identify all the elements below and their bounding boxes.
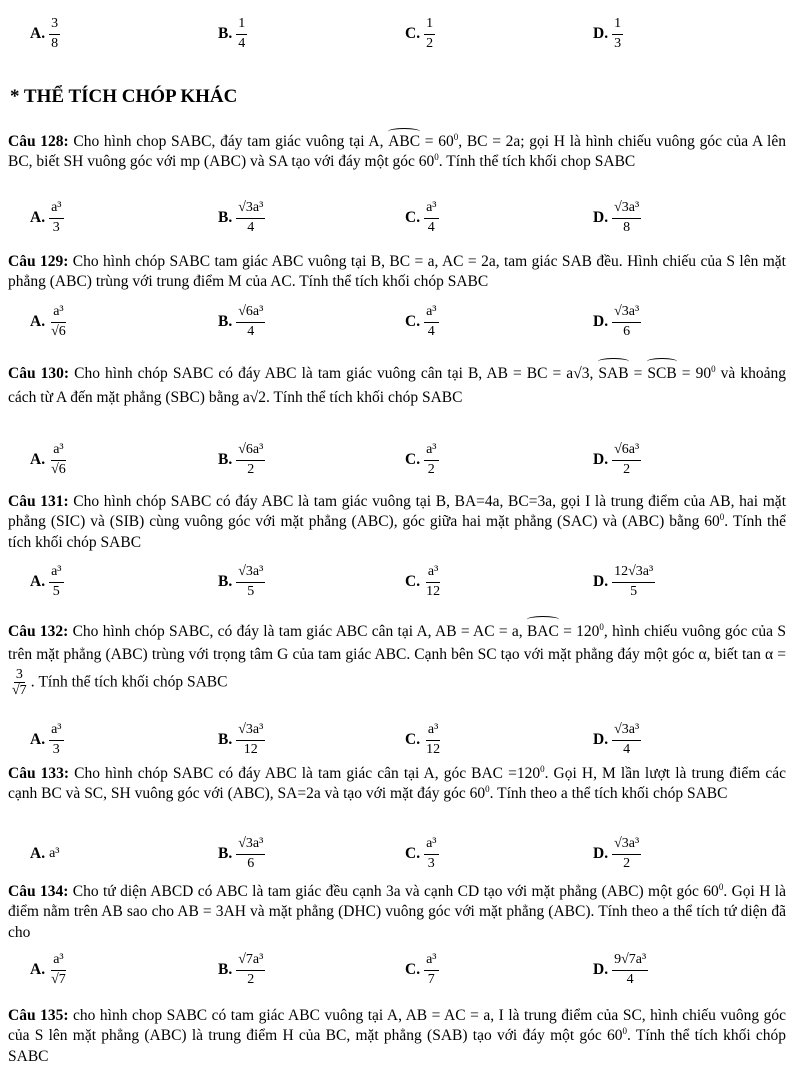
fraction <box>612 16 623 51</box>
question-text: . Tính thể tích khối chóp SABC <box>8 513 786 551</box>
numerator: √6a³ <box>236 442 265 460</box>
fraction <box>236 564 265 599</box>
numerator: a³ <box>424 836 438 854</box>
answer-a[interactable] <box>30 440 68 480</box>
denominator: 7 <box>427 971 435 987</box>
question-number: Câu 133: <box>8 765 70 782</box>
answer-d[interactable] <box>593 950 648 990</box>
question-129 <box>8 252 786 293</box>
denominator: 6 <box>247 855 255 871</box>
answer-value: a³ <box>49 845 60 861</box>
answer-label: D. <box>593 24 609 42</box>
answer-d[interactable] <box>593 14 623 54</box>
fraction <box>236 836 265 871</box>
answer-label: B. <box>218 844 233 862</box>
numerator: 12√3a³ <box>612 564 655 582</box>
question-130 <box>8 360 786 410</box>
degree-sup: 0 <box>719 512 725 523</box>
answer-label: B. <box>218 730 233 748</box>
question-text: Cho hình chop SABC, đáy tam giác vuông tại A, <box>68 133 389 150</box>
answer-label: C. <box>405 312 421 330</box>
fraction <box>236 722 265 757</box>
answer-label: C. <box>405 844 421 862</box>
answer-label: A. <box>30 208 46 226</box>
numerator: √3a³ <box>612 304 641 322</box>
denominator: 4 <box>238 35 246 51</box>
answer-label: D. <box>593 572 609 590</box>
question-128 <box>8 130 786 173</box>
fraction <box>49 952 68 987</box>
answer-label: C. <box>405 960 421 978</box>
answer-a[interactable] <box>30 950 68 990</box>
question-number: Câu 131: <box>8 493 69 510</box>
denominator: 5 <box>630 583 638 599</box>
numerator: √3a³ <box>236 564 265 582</box>
numerator: a³ <box>49 722 63 740</box>
question-text: . Tính thể tích khối chóp SABC <box>30 672 228 690</box>
answer-label: A. <box>30 730 46 748</box>
numerator: 1 <box>612 16 623 34</box>
numerator: √3a³ <box>236 836 265 854</box>
answer-label: A. <box>30 844 46 862</box>
answer-d[interactable] <box>593 562 655 602</box>
answer-row-130 <box>0 440 800 480</box>
denominator: 4 <box>247 219 255 235</box>
numerator: √3a³ <box>236 200 265 218</box>
degree-sup: 0 <box>718 882 724 892</box>
numerator: √6a³ <box>612 442 641 460</box>
answer-label: B. <box>218 450 233 468</box>
denominator: 4 <box>623 741 631 757</box>
answer-label: B. <box>218 572 233 590</box>
degree-sup: 0 <box>453 132 459 142</box>
answer-label: A. <box>30 24 46 42</box>
denominator: 12 <box>426 583 441 599</box>
fraction <box>612 836 641 871</box>
numerator: a³ <box>424 442 438 460</box>
fraction <box>424 722 442 757</box>
question-number: Câu 130: <box>8 365 70 382</box>
section-title: * THỂ TÍCH CHÓP KHÁC <box>10 86 238 107</box>
answer-label: D. <box>593 730 609 748</box>
degree-sup: 0 <box>599 622 604 632</box>
denominator: 4 <box>427 219 435 235</box>
answer-c[interactable] <box>405 198 439 238</box>
numerator: a³ <box>51 442 65 460</box>
answer-label: B. <box>218 208 233 226</box>
denominator: 2 <box>247 971 255 987</box>
fraction <box>236 16 247 51</box>
answer-label: D. <box>593 960 609 978</box>
numerator: 1 <box>424 16 435 34</box>
question-text: Cho hình chóp SABC có đáy ABC là tam giác vuông cân tại B, AB = BC = a√3, <box>69 365 594 382</box>
fraction <box>424 442 438 477</box>
answer-d[interactable] <box>593 302 641 342</box>
answer-label: B. <box>218 960 233 978</box>
denominator: 5 <box>52 583 60 599</box>
fraction <box>612 952 648 987</box>
degree-sup: 0 <box>711 364 716 374</box>
degree-sup: 0 <box>485 784 490 795</box>
question-133 <box>8 764 786 805</box>
denominator: 6 <box>623 323 631 339</box>
numerator: a³ <box>424 304 438 322</box>
answer-b[interactable] <box>218 562 265 602</box>
numerator: 3 <box>49 16 60 34</box>
answer-row-134 <box>0 950 800 990</box>
answer-row-131 <box>0 562 800 602</box>
fraction <box>612 304 641 339</box>
answer-c[interactable] <box>405 302 439 342</box>
numerator: a³ <box>51 304 65 322</box>
answer-row-132 <box>0 720 800 760</box>
denominator: 12 <box>426 741 441 757</box>
denominator: √6 <box>51 461 66 477</box>
answer-c[interactable] <box>405 834 439 874</box>
answer-label: A. <box>30 450 46 468</box>
question-text: và khoảng cách từ A đến mặt phẳng (SBC) bằng a√2. Tính thể tích khối chóp SABC <box>8 365 786 407</box>
denominator: 2 <box>426 35 434 51</box>
answer-b[interactable] <box>218 14 247 54</box>
answer-b[interactable] <box>218 302 265 342</box>
question-text: = <box>628 365 648 382</box>
denominator: 12 <box>243 741 258 757</box>
answer-label: C. <box>405 450 421 468</box>
denominator: 4 <box>247 323 255 339</box>
numerator: a³ <box>426 722 440 740</box>
denominator: 4 <box>626 971 634 987</box>
question-text: = 120 <box>558 623 600 640</box>
answer-d[interactable] <box>593 834 641 874</box>
answer-row-133 <box>0 834 800 874</box>
answer-label: A. <box>30 960 46 978</box>
numerator: a³ <box>51 952 65 970</box>
denominator: 8 <box>51 35 59 51</box>
answer-c[interactable] <box>405 720 442 760</box>
question-text: . Gọi H, M lần lượt là trung điểm các cạnh BC và SC, SH vuông góc với (ABC), SA=2a và tạo với mặt đáy góc 60 <box>8 765 786 803</box>
question-text: Cho hình chóp SABC tam giác ABC vuông tại B, BC = a, AC = 2a, tam giác SAB đều. Hình chiếu của S lên mặt phẳng (ABC) trùng với trung điểm M của AC. Tính thể tích khối chóp SABC <box>8 253 786 291</box>
denominator: 4 <box>427 323 435 339</box>
fraction <box>236 952 265 987</box>
fraction <box>236 200 265 235</box>
fraction <box>49 442 68 477</box>
numerator: √3a³ <box>236 722 265 740</box>
answer-label: B. <box>218 24 233 42</box>
denominator: 3 <box>52 219 60 235</box>
question-text: cho hình chop SABC có tam giác ABC vuông tại A, AB = AC = a, I là trung điểm của SC, hình chiếu vuông góc của S lên mặt phẳng (ABC) là trung điểm H của BC, mặt phẳng (SAB) tạo với đáy một góc 60 <box>8 1007 786 1045</box>
question-131 <box>8 492 786 553</box>
angle-notation: ABC <box>388 130 420 152</box>
question-text: Cho hình chóp SABC có đáy ABC là tam giác vuông tại B, BA=4a, BC=3a, gọi I là trung điểm của AB, hai mặt phẳng (SIC) và (SIB) cùng vuông góc với mặt phẳng (ABC), góc giữa hai mặt phẳng (SAC) và (ABC) bằng 60 <box>8 493 786 531</box>
fraction <box>236 304 265 339</box>
answer-label: C. <box>405 730 421 748</box>
answer-d[interactable] <box>593 440 641 480</box>
denominator: 5 <box>247 583 255 599</box>
fraction <box>236 442 265 477</box>
fraction <box>612 442 641 477</box>
fraction <box>424 304 438 339</box>
answer-label: D. <box>593 312 609 330</box>
fraction <box>424 564 442 599</box>
denominator: 3 <box>614 35 622 51</box>
numerator: a³ <box>426 564 440 582</box>
answer-b[interactable] <box>218 198 265 238</box>
tan-expression: tan α = <box>741 646 786 664</box>
denominator: 2 <box>623 461 631 477</box>
answer-label: D. <box>593 208 609 226</box>
denominator: √6 <box>51 323 66 339</box>
answer-label: C. <box>405 24 421 42</box>
denominator: 2 <box>427 461 435 477</box>
question-number: Câu 129: <box>8 253 69 270</box>
answer-a[interactable] <box>30 302 68 342</box>
answer-row-prev <box>0 14 800 54</box>
angle-notation: SAB <box>598 360 628 386</box>
tan-fraction <box>10 667 29 699</box>
question-132 <box>8 618 786 698</box>
fraction <box>612 200 641 235</box>
fraction <box>424 952 438 987</box>
answer-a[interactable] <box>30 834 60 874</box>
answer-b[interactable] <box>218 950 265 990</box>
question-number: Câu 128: <box>8 133 69 150</box>
angle-notation: BAC <box>527 618 559 643</box>
answer-c[interactable] <box>405 440 439 480</box>
question-text: . Gọi H là điểm nằm trên AB sao cho AB = 3AH và mặt phẳng (DHC) vuông góc với mặt phẳng (ABC). Tính theo a thể tích tứ diện đã cho <box>8 883 786 941</box>
question-text: . Tính theo a thể tích khối chóp SABC <box>489 785 728 803</box>
fraction <box>49 200 63 235</box>
degree-sup: 0 <box>540 764 545 774</box>
question-number: Câu 132: <box>8 623 69 640</box>
numerator: 3 <box>15 666 23 682</box>
denominator: 2 <box>623 855 631 871</box>
numerator: a³ <box>424 952 438 970</box>
fraction <box>424 200 438 235</box>
fraction <box>424 836 438 871</box>
answer-label: A. <box>30 312 46 330</box>
numerator: √3a³ <box>612 200 641 218</box>
numerator: a³ <box>424 200 438 218</box>
numerator: √3a³ <box>612 836 641 854</box>
answer-a[interactable] <box>30 14 60 54</box>
fraction <box>612 564 655 599</box>
answer-label: C. <box>405 208 421 226</box>
numerator: 9√7a³ <box>612 952 648 970</box>
answer-a[interactable] <box>30 720 64 760</box>
answer-c[interactable] <box>405 14 435 54</box>
answer-d[interactable] <box>593 198 641 238</box>
answer-b[interactable] <box>218 440 265 480</box>
denominator: 3 <box>52 741 60 757</box>
numerator: 1 <box>236 16 247 34</box>
question-text: = 90 <box>676 365 712 382</box>
question-text: Cho tứ diện ABCD có ABC là tam giác đều cạnh 3a và cạnh CD tạo với mặt phẳng (ABC) một góc 60 <box>68 883 719 900</box>
question-text: = 60 <box>420 133 454 150</box>
denominator: 8 <box>623 219 631 235</box>
fraction <box>49 564 63 599</box>
fraction <box>612 722 641 757</box>
answer-row-129 <box>0 302 800 342</box>
numerator: √7a³ <box>236 952 265 970</box>
answer-b[interactable] <box>218 834 265 874</box>
degree-sup: 0 <box>622 1026 628 1037</box>
fraction <box>424 16 435 51</box>
answer-a[interactable] <box>30 562 64 602</box>
fraction <box>49 304 68 339</box>
angle-notation: SCB <box>647 360 676 386</box>
question-text: Cho hình chóp SABC có đáy ABC là tam giác cân tại A, góc BAC =120 <box>69 765 541 782</box>
answer-d[interactable] <box>593 720 641 760</box>
numerator: a³ <box>49 200 63 218</box>
denominator: 2 <box>247 461 255 477</box>
degree-sup: 0 <box>434 152 439 163</box>
answer-b[interactable] <box>218 720 265 760</box>
numerator: a³ <box>49 564 63 582</box>
answer-a[interactable] <box>30 198 64 238</box>
fraction <box>49 16 60 51</box>
answer-row-128 <box>0 198 800 238</box>
numerator: √6a³ <box>236 304 265 322</box>
question-text: . Tính thể tích khối chop SABC <box>438 153 636 171</box>
answer-c[interactable] <box>405 950 439 990</box>
fraction <box>49 722 63 757</box>
answer-c[interactable] <box>405 562 442 602</box>
answer-label: D. <box>593 450 609 468</box>
answer-label: C. <box>405 572 421 590</box>
denominator: 3 <box>427 855 435 871</box>
question-number: Câu 134: <box>8 883 69 900</box>
question-text: . Tính thể tích khối chóp SABC <box>8 1027 786 1065</box>
answer-label: A. <box>30 572 46 590</box>
denominator: √7 <box>12 682 27 698</box>
question-text: , hình chiếu vuông góc của S trên mặt phẳng (ABC) trùng với trọng tâm G của tam giác ABC. Cạnh bên SC tạo với mặt phẳng đáy một góc α, biết <box>8 623 786 664</box>
answer-label: D. <box>593 844 609 862</box>
question-number: Câu 135: <box>8 1007 69 1024</box>
question-text: Cho hình chóp SABC, có đáy là tam giác ABC cân tại A, AB = AC = a, <box>68 623 527 640</box>
question-135 <box>8 1006 786 1067</box>
answer-label: B. <box>218 312 233 330</box>
question-134 <box>8 882 786 943</box>
question-text: , BC = 2a; gọi H là hình chiếu vuông góc của A lên BC, biết SH vuông góc với mp (ABC) và SA tạo với đáy một góc 60 <box>8 133 786 171</box>
numerator: √3a³ <box>612 722 641 740</box>
denominator: √7 <box>51 971 66 987</box>
